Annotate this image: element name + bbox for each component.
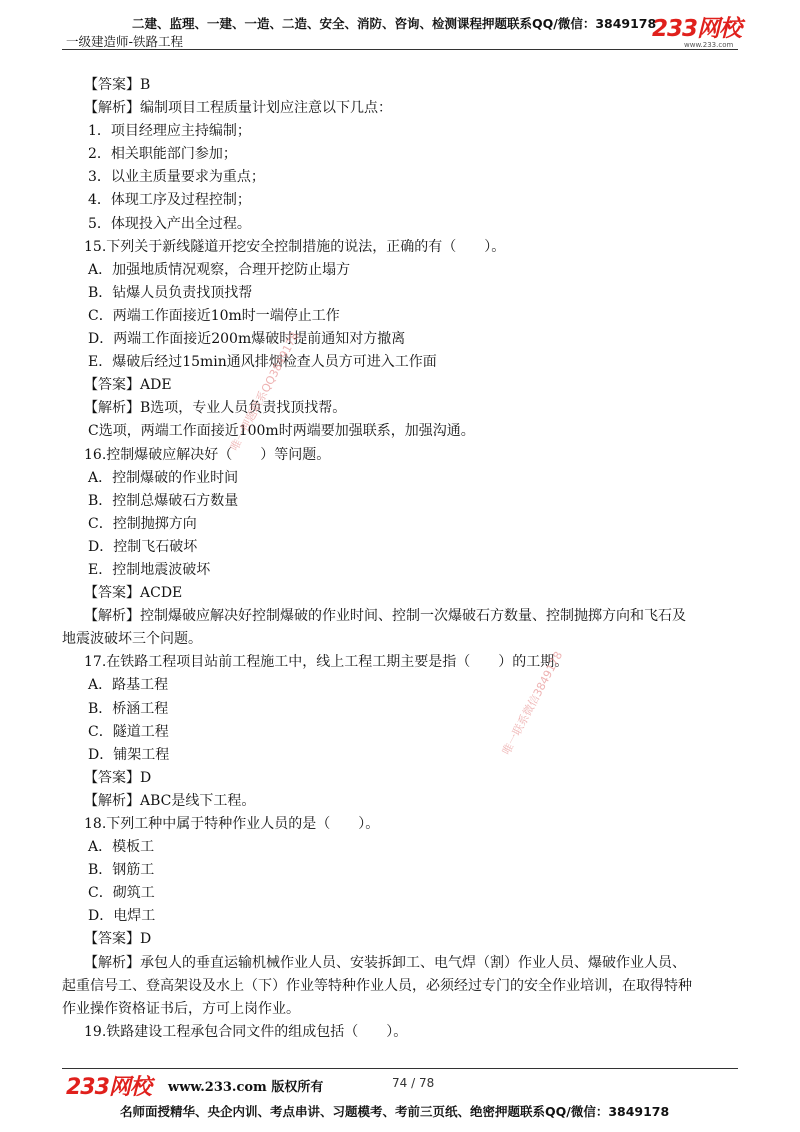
- text-line: B．控制总爆破石方数量: [88, 492, 239, 509]
- text-line: 【答案】ADE: [84, 377, 172, 394]
- header-subject-title: 一级建造师-铁路工程: [66, 34, 184, 49]
- text-line: E．控制地震波破坏: [88, 561, 211, 578]
- text-line: C．控制抛掷方向: [88, 515, 197, 532]
- text-line: 【解析】承包人的垂直运输机械作业人员、安装拆卸工、电气焊（割）作业人员、爆破作业人员、: [84, 954, 686, 971]
- text-line: 15.下列关于新线隧道开挖安全控制措施的说法，正确的有（ ）。: [84, 238, 506, 255]
- text-line: 地震波破坏三个问题。: [62, 631, 202, 648]
- text-line: C．两端工作面接近10m时一端停止工作: [88, 307, 340, 324]
- footer-copyright: www.233.com 版权所有: [168, 1080, 324, 1095]
- text-line: C．砌筑工: [88, 885, 155, 902]
- text-line: B．钢筋工: [88, 862, 155, 879]
- text-line: D．铺架工程: [88, 746, 170, 763]
- text-line: 【答案】ACDE: [84, 585, 183, 602]
- text-line: 【解析】编制项目工程质量计划应注意以下几点：: [84, 100, 392, 117]
- text-line: 1．项目经理应主持编制；: [88, 123, 251, 140]
- text-line: B．钻爆人员负责找顶找帮: [88, 284, 253, 301]
- text-line: 3．以业主质量要求为重点；: [88, 169, 265, 186]
- text-line: 2．相关职能部门参加；: [88, 146, 237, 163]
- text-line: 18.下列工种中属于特种作业人员的是（ ）。: [84, 816, 380, 832]
- text-line: 【答案】D: [84, 931, 152, 948]
- text-line: D．电焊工: [88, 908, 156, 925]
- text-line: D．控制飞石破坏: [88, 538, 198, 555]
- watermark: 唯一押题联系QQ3849178: [227, 330, 302, 454]
- document-body: [62, 74, 742, 1044]
- brand-logo-url: www.233.com: [684, 41, 734, 49]
- footer-brand-logo: 233网校: [66, 1075, 151, 1100]
- page-number: 74 / 78: [392, 1076, 435, 1090]
- text-line: B．桥涵工程: [88, 700, 169, 717]
- text-line: 4．体现工序及过程控制；: [88, 192, 251, 209]
- text-line: C．隧道工程: [88, 723, 169, 740]
- text-line: 5．体现投入产出全过程。: [88, 215, 251, 232]
- text-line: 16.控制爆破应解决好（ ）等问题。: [84, 446, 331, 463]
- text-line: D．两端工作面接近200m爆破时提前通知对方撤离: [88, 331, 406, 348]
- text-line: C选项，两端工作面接近100m时两端要加强联系，加强沟通。: [88, 423, 475, 440]
- text-line: 起重信号工、登高架设及水上（下）作业等特种作业人员，必须经过专门的安全作业培训，在取得特种: [62, 977, 692, 994]
- text-line: 【解析】B选项，专业人员负责找顶找帮。: [84, 400, 347, 417]
- text-line: 【答案】D: [84, 769, 152, 786]
- footer-promo-text: 名师面授精华、央企内训、考点串讲、习题模考、考前三页纸、绝密押题联系QQ/微信：3849178: [120, 1104, 670, 1119]
- watermark: 唯一联系微信3849178: [499, 649, 566, 758]
- header-promo-text: 二建、监理、一建、一造、二造、安全、消防、咨询、检测课程押题联系QQ/微信：3849178: [132, 16, 657, 31]
- text-line: 【答案】B: [84, 77, 151, 93]
- text-line: 【解析】ABC是线下工程。: [84, 792, 256, 809]
- text-line: 【解析】控制爆破应解决好控制爆破的作业时间、控制一次爆破石方数量、控制抛掷方向和飞石及: [84, 608, 686, 625]
- text-line: 19.铁路建设工程承包合同文件的组成包括（ ）。: [84, 1023, 408, 1040]
- text-line: E．爆破后经过15min通风排烟检查人员方可进入工作面: [88, 354, 437, 371]
- header-divider: [62, 49, 738, 50]
- text-line: 作业操作资格证书后，方可上岗作业。: [62, 1000, 300, 1017]
- text-line: A．模板工: [88, 839, 155, 856]
- footer-divider: [62, 1068, 738, 1069]
- text-line: A．加强地质情况观察，合理开挖防止塌方: [88, 261, 351, 278]
- brand-logo-text: 233网校: [652, 16, 742, 42]
- brand-logo: [652, 18, 741, 49]
- text-line: A．控制爆破的作业时间: [88, 469, 239, 486]
- text-line: 17.在铁路工程项目站前工程施工中，线上工程工期主要是指（ ）的工期。: [84, 654, 569, 671]
- text-line: A．路基工程: [88, 677, 169, 694]
